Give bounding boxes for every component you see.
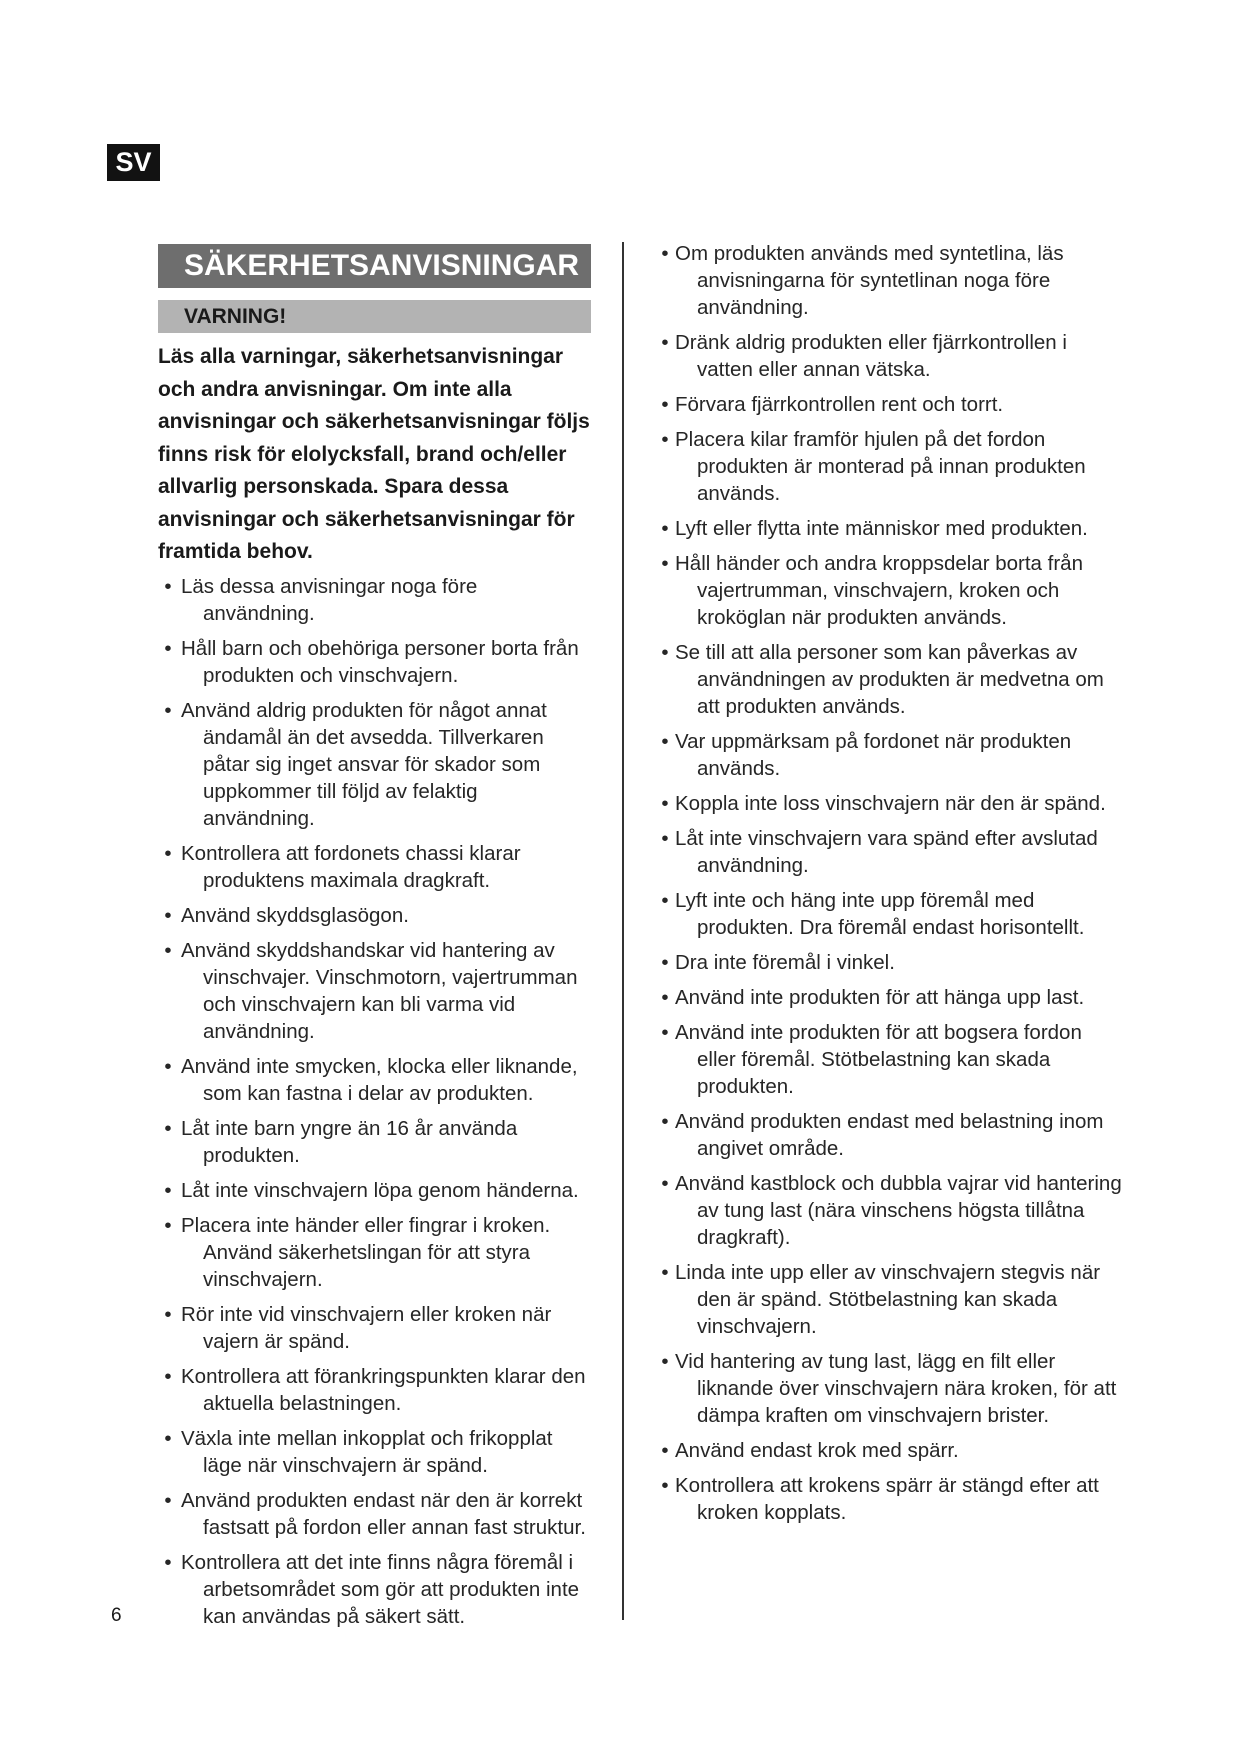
list-item-text: Vid hantering av tung last, lägg en filt eller liknande över vinschvajern nära kroken, för att dämpa kraften om vinschvajern brister.	[675, 1350, 1117, 1427]
list-item-text: Kontrollera att krokens spärr är stängd efter att kroken kopplats.	[675, 1474, 1099, 1524]
list-item-text: Läs dessa anvisningar noga före användning.	[181, 574, 478, 625]
list-item-text: Använd skyddshandskar vid hantering av vinschvajer. Vinschmotorn, vajertrumman och vinschvajern kan bli varma vid användning.	[181, 938, 578, 1043]
bullet-icon: •	[661, 1110, 669, 1133]
list-item-text: Lyft inte och häng inte upp föremål med produkten. Dra föremål endast horisontellt.	[675, 889, 1085, 939]
list-item	[655, 984, 1125, 1011]
list-item-text: Dränk aldrig produkten eller fjärrkontrollen i vatten eller annan vätska.	[675, 331, 1067, 381]
column-divider	[622, 242, 624, 1620]
list-item-text: Låt inte vinschvajern löpa genom händerna.	[181, 1178, 579, 1202]
bullet-icon: •	[164, 1302, 172, 1326]
bullet-icon: •	[661, 1439, 669, 1462]
bullet-icon: •	[661, 428, 669, 451]
bullet-icon: •	[661, 393, 669, 416]
bullet-icon: •	[661, 331, 669, 354]
bullet-icon: •	[164, 841, 172, 865]
list-item-text: Dra inte föremål i vinkel.	[675, 951, 895, 974]
list-item	[655, 790, 1125, 817]
bullet-icon: •	[661, 827, 669, 850]
list-item-text: Använd inte smycken, klocka eller liknande, som kan fastna i delar av produkten.	[181, 1054, 578, 1105]
list-item-text: Håll barn och obehöriga personer borta från produkten och vinschvajern.	[181, 636, 579, 687]
right-column	[655, 240, 1125, 1534]
list-item	[158, 573, 591, 627]
bullet-icon: •	[164, 1426, 172, 1450]
list-item	[158, 1549, 591, 1630]
list-item	[655, 728, 1125, 782]
list-item	[158, 1363, 591, 1417]
bullet-icon: •	[661, 1261, 669, 1284]
list-item-text: Placera kilar framför hjulen på det fordon produkten är monterad på innan produkten används.	[675, 428, 1086, 505]
list-item	[158, 1301, 591, 1355]
warning-label: VARNING!	[158, 300, 591, 333]
bullet-icon: •	[661, 986, 669, 1009]
list-item	[158, 840, 591, 894]
list-item	[655, 825, 1125, 879]
bullet-icon: •	[164, 1488, 172, 1512]
list-item-text: Förvara fjärrkontrollen rent och torrt.	[675, 393, 1004, 416]
list-item	[655, 1437, 1125, 1464]
bullet-icon: •	[164, 903, 172, 927]
left-bullet-list	[158, 573, 591, 1630]
bullet-icon: •	[661, 889, 669, 912]
list-item	[158, 635, 591, 689]
list-item	[655, 887, 1125, 941]
bullet-icon: •	[164, 1213, 172, 1237]
bullet-icon: •	[661, 552, 669, 575]
bullet-icon: •	[661, 1021, 669, 1044]
list-item	[158, 1487, 591, 1541]
bullet-icon: •	[164, 938, 172, 962]
list-item-text: Kontrollera att fordonets chassi klarar produktens maximala dragkraft.	[181, 841, 521, 892]
list-item	[655, 1259, 1125, 1340]
list-item-text: Låt inte barn yngre än 16 år använda produkten.	[181, 1116, 518, 1167]
bullet-icon: •	[661, 1474, 669, 1497]
list-item-text: Växla inte mellan inkopplat och frikopplat läge när vinschvajern är spänd.	[181, 1426, 553, 1477]
bullet-icon: •	[164, 1364, 172, 1388]
list-item	[158, 1053, 591, 1107]
bullet-icon: •	[164, 1178, 172, 1202]
list-item	[158, 937, 591, 1045]
list-item-text: Använd skyddsglasögon.	[181, 903, 409, 927]
list-item	[655, 639, 1125, 720]
list-item	[655, 1472, 1125, 1526]
language-tab: SV	[107, 144, 160, 181]
list-item	[655, 949, 1125, 976]
bullet-icon: •	[661, 1350, 669, 1373]
list-item-text: Placera inte händer eller fingrar i kroken. Använd säkerhetslingan för att styra vinschvajern.	[181, 1213, 551, 1291]
list-item	[158, 1177, 591, 1204]
list-item-text: Linda inte upp eller av vinschvajern stegvis när den är spänd. Stötbelastning kan skada vinschvajern.	[675, 1261, 1101, 1338]
bullet-icon: •	[661, 242, 669, 265]
list-item-text: Koppla inte loss vinschvajern när den är spänd.	[675, 792, 1106, 815]
left-column	[158, 244, 591, 1638]
list-item-text: Använd inte produkten för att bogsera fordon eller föremål. Stötbelastning kan skada produkten.	[675, 1021, 1082, 1098]
bullet-icon: •	[661, 1172, 669, 1195]
bullet-icon: •	[661, 792, 669, 815]
bullet-icon: •	[164, 698, 172, 722]
bullet-icon: •	[164, 1054, 172, 1078]
list-item-text: Kontrollera att det inte finns några föremål i arbetsområdet som gör att produkten inte kan användas på säkert sätt.	[181, 1550, 580, 1628]
list-item	[655, 426, 1125, 507]
list-item	[655, 1348, 1125, 1429]
list-item-text: Använd produkten endast när den är korrekt fastsatt på fordon eller annan fast struktur.	[181, 1488, 586, 1539]
list-item-text: Använd inte produkten för att hänga upp last.	[675, 986, 1085, 1009]
bullet-icon: •	[661, 517, 669, 540]
right-bullet-list	[655, 240, 1125, 1526]
list-item-text: Använd produkten endast med belastning inom angivet område.	[675, 1110, 1104, 1160]
bullet-icon: •	[164, 1116, 172, 1140]
list-item-text: Låt inte vinschvajern vara spänd efter avslutad användning.	[675, 827, 1098, 877]
section-title: SÄKERHETSANVISNINGAR	[158, 244, 591, 288]
list-item	[158, 902, 591, 929]
list-item	[655, 240, 1125, 321]
bullet-icon: •	[164, 636, 172, 660]
list-item	[655, 1019, 1125, 1100]
list-item-text: Kontrollera att förankringspunkten klarar den aktuella belastningen.	[181, 1364, 586, 1415]
list-item	[158, 1115, 591, 1169]
page-number: 6	[111, 1605, 122, 1626]
list-item-text: Använd aldrig produkten för något annat ändamål än det avsedda. Tillverkaren påtar sig inget ansvar för skador som uppkommer till följd av felaktig användning.	[181, 698, 547, 830]
bullet-icon: •	[661, 641, 669, 664]
list-item-text: Lyft eller flytta inte människor med produkten.	[675, 517, 1088, 540]
bullet-icon: •	[164, 1550, 172, 1574]
list-item	[655, 550, 1125, 631]
list-item	[655, 391, 1125, 418]
list-item	[655, 515, 1125, 542]
list-item	[655, 1170, 1125, 1251]
bullet-icon: •	[164, 574, 172, 598]
list-item	[158, 1425, 591, 1479]
list-item	[655, 1108, 1125, 1162]
list-item-text: Använd endast krok med spärr.	[675, 1439, 959, 1462]
list-item-text: Använd kastblock och dubbla vajrar vid hantering av tung last (nära vinschens högsta tillåtna dragkraft).	[675, 1172, 1122, 1249]
bullet-icon: •	[661, 951, 669, 974]
intro-text: Läs alla varningar, säkerhetsanvisningar och andra anvisningar. Om inte alla anvisningar och säkerhetsanvisningar följs finns risk för elolycksfall, brand och/eller allvarlig personskada. Spara dessa anvisningar och säkerhetsanvisningar för framtida behov.	[158, 345, 590, 563]
list-item-text: Rör inte vid vinschvajern eller kroken när vajern är spänd.	[181, 1302, 552, 1353]
list-item-text: Var uppmärksam på fordonet när produkten används.	[675, 730, 1072, 780]
list-item	[158, 697, 591, 832]
list-item-text: Se till att alla personer som kan påverkas av användningen av produkten är medvetna om att produkten används.	[675, 641, 1104, 718]
list-item-text: Om produkten används med syntetlina, läs anvisningarna för syntetlinan noga före användning.	[675, 242, 1064, 319]
list-item	[158, 1212, 591, 1293]
list-item	[655, 329, 1125, 383]
bullet-icon: •	[661, 730, 669, 753]
list-item-text: Håll händer och andra kroppsdelar borta från vajertrumman, vinschvajern, kroken och kroköglan när produkten används.	[675, 552, 1083, 629]
